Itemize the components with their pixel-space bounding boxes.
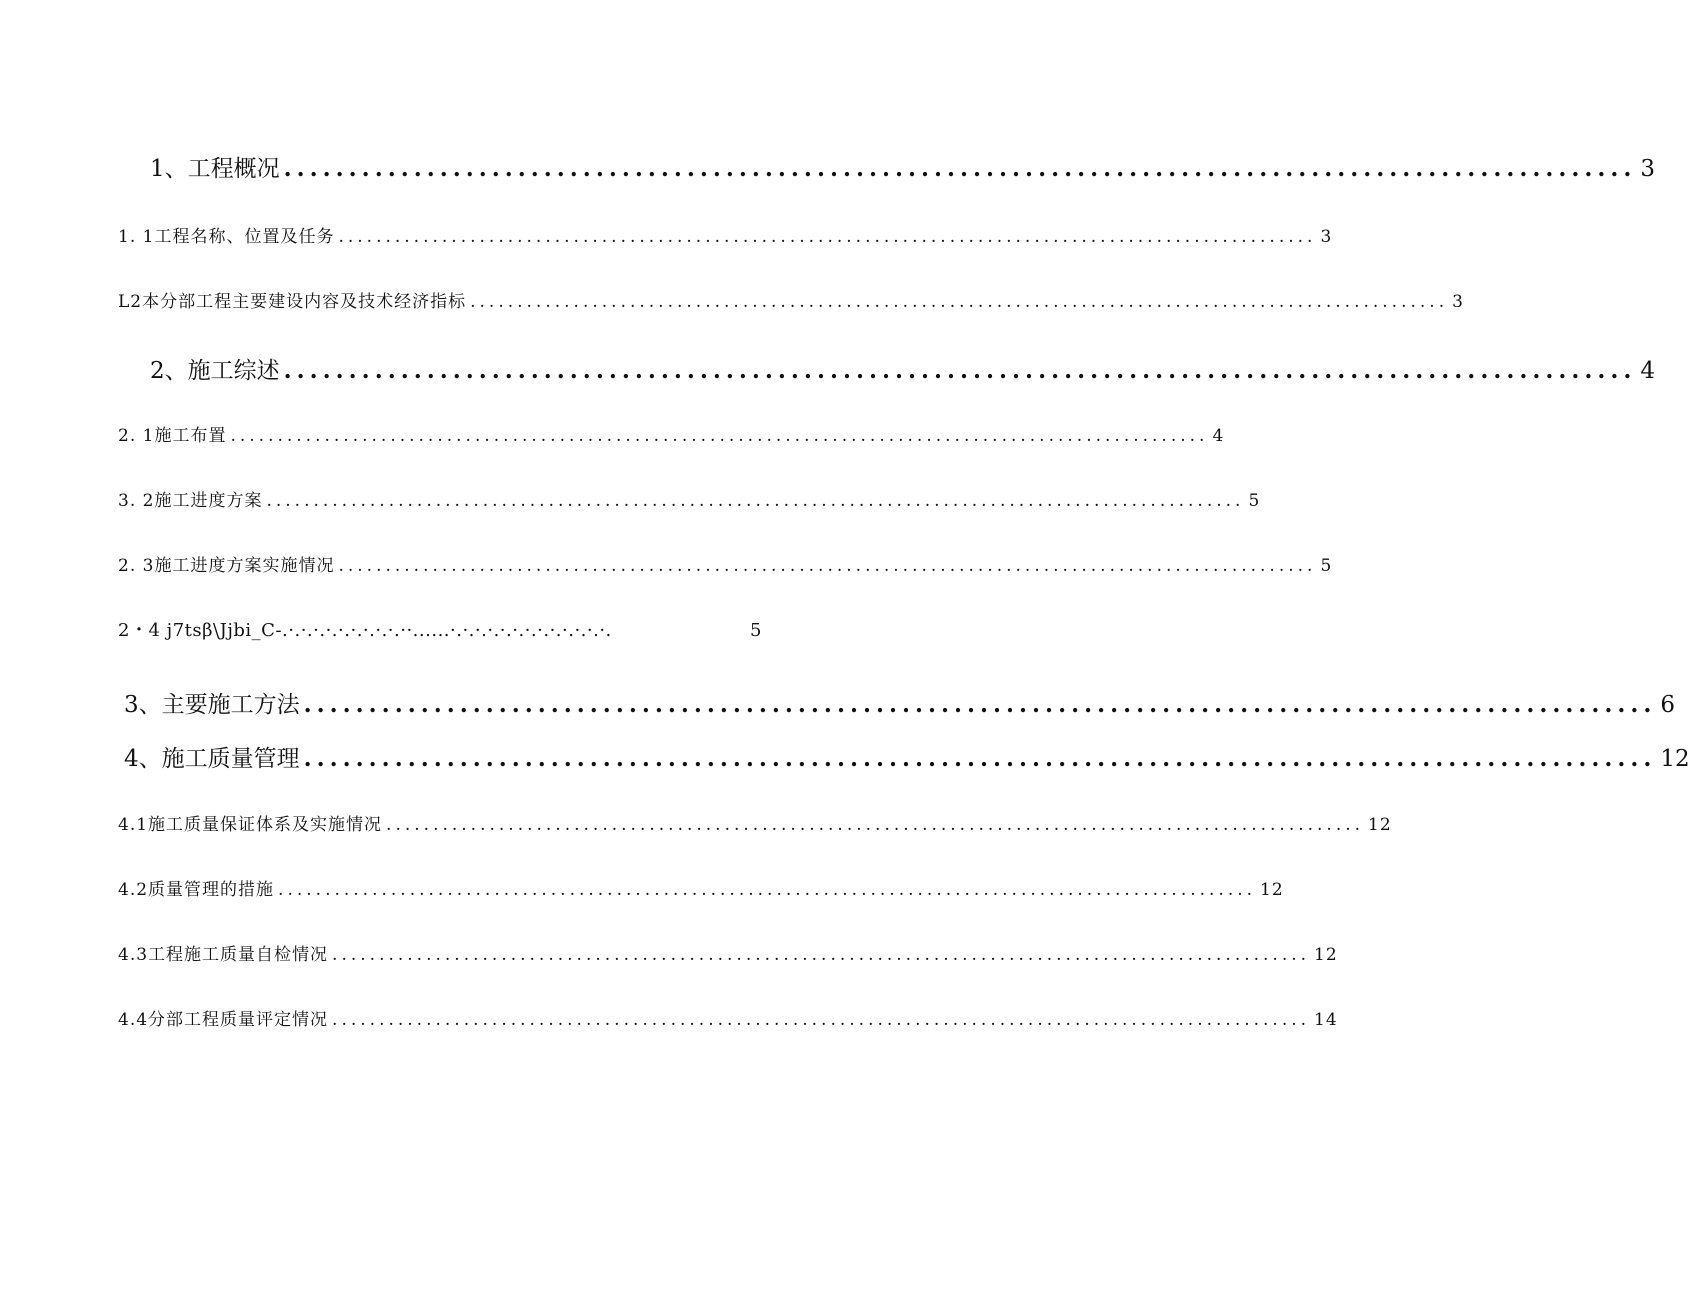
toc-entry-label: 4.2质量管理的措施 bbox=[118, 880, 275, 900]
toc-entry-label: 4.4分部工程质量评定情况 bbox=[118, 1010, 329, 1030]
toc-leader-dots: ........................................................................................................ bbox=[303, 691, 1657, 718]
toc-entry-4[interactable] bbox=[124, 740, 1690, 773]
toc-leader-dots: ........................................................................................................ bbox=[266, 491, 1245, 511]
toc-leader-dots: ........................................................................................................ bbox=[278, 880, 1257, 900]
toc-page-number: 12 bbox=[1314, 945, 1338, 965]
toc-leader-dots: ........................................................................................................ bbox=[283, 357, 1637, 384]
toc-page-number: 12 bbox=[1368, 815, 1392, 835]
toc-page-number: 5 bbox=[1320, 556, 1333, 576]
toc-leader-dots: ........................................................................................................ bbox=[338, 227, 1317, 247]
toc-entry-label: 1、工程概况 bbox=[150, 156, 280, 182]
toc-leader-dots: ........................................................................................................ bbox=[386, 815, 1365, 835]
toc-entry-4-2[interactable] bbox=[118, 875, 1284, 900]
toc-page-number: 3 bbox=[1452, 292, 1464, 312]
toc-entry-2-2[interactable] bbox=[118, 486, 1261, 511]
toc-leader-dots: ........................................................................................................ bbox=[332, 945, 1311, 965]
toc-page-number: 4 bbox=[1640, 358, 1656, 384]
toc-leader-dots: ........................................................................................................ bbox=[332, 1010, 1311, 1030]
toc-entry-1[interactable] bbox=[150, 150, 1656, 183]
toc-entry-label: 4.1施工质量保证体系及实施情况 bbox=[118, 815, 383, 835]
toc-entry-label: 2・4 j7tsβ\Jjbi_C-.·.·.·.·.·.·.·.·.·.··......·.·.·.·.·.·.·.·.·.·.·.·.·. bbox=[118, 620, 612, 641]
toc-entry-4-3[interactable] bbox=[118, 940, 1338, 965]
toc-page-number: 12 bbox=[1660, 746, 1690, 772]
toc-leader-dots: ........................................................................................................ bbox=[283, 155, 1637, 182]
toc-entry-label: 2、施工综述 bbox=[150, 358, 280, 384]
toc-entry-4-1[interactable] bbox=[118, 810, 1392, 835]
toc-entry-1-1[interactable] bbox=[118, 222, 1333, 247]
toc-entry-label: 1. 1工程名称、位置及任务 bbox=[118, 227, 335, 247]
toc-entry-label: 4、施工质量管理 bbox=[124, 746, 300, 772]
toc-page-number: 4 bbox=[1212, 426, 1225, 446]
toc-entry-label: 2. 3施工进度方案实施情况 bbox=[118, 556, 335, 576]
toc-leader-dots: ........................................................................................................ bbox=[303, 745, 1657, 772]
toc-entry-label: L2本分部工程主要建设内容及技术经济指标 bbox=[118, 292, 467, 312]
toc-entry-label: 2. 1施工布置 bbox=[118, 426, 227, 446]
toc-entry-3[interactable] bbox=[124, 686, 1676, 719]
toc-entry-label: 3、主要施工方法 bbox=[124, 692, 300, 718]
toc-entry-2-3[interactable] bbox=[118, 551, 1333, 576]
toc-entry-2-4[interactable] bbox=[118, 616, 762, 642]
toc-entry-1-2[interactable] bbox=[118, 287, 1464, 312]
toc-page-number: 5 bbox=[1248, 491, 1261, 511]
toc-leader-dots: ........................................................................................................ bbox=[470, 292, 1449, 312]
toc-page-number: 3 bbox=[1320, 227, 1333, 247]
toc-entry-2[interactable] bbox=[150, 352, 1656, 385]
toc-page-number: 6 bbox=[1660, 692, 1676, 718]
toc-entry-2-1[interactable] bbox=[118, 421, 1225, 446]
toc-page-number: 5 bbox=[750, 620, 762, 641]
toc-entry-4-4[interactable] bbox=[118, 1005, 1338, 1030]
toc-leader-dots: ........................................................................................................ bbox=[338, 556, 1317, 576]
toc-entry-label: 3. 2施工进度方案 bbox=[118, 491, 263, 511]
toc-page-number: 14 bbox=[1314, 1010, 1338, 1030]
toc-page-number: 12 bbox=[1260, 880, 1284, 900]
toc-leader-dots: ........................................................................................................ bbox=[230, 426, 1209, 446]
toc-page-number: 3 bbox=[1640, 156, 1656, 182]
toc-entry-label: 4.3工程施工质量自检情况 bbox=[118, 945, 329, 965]
